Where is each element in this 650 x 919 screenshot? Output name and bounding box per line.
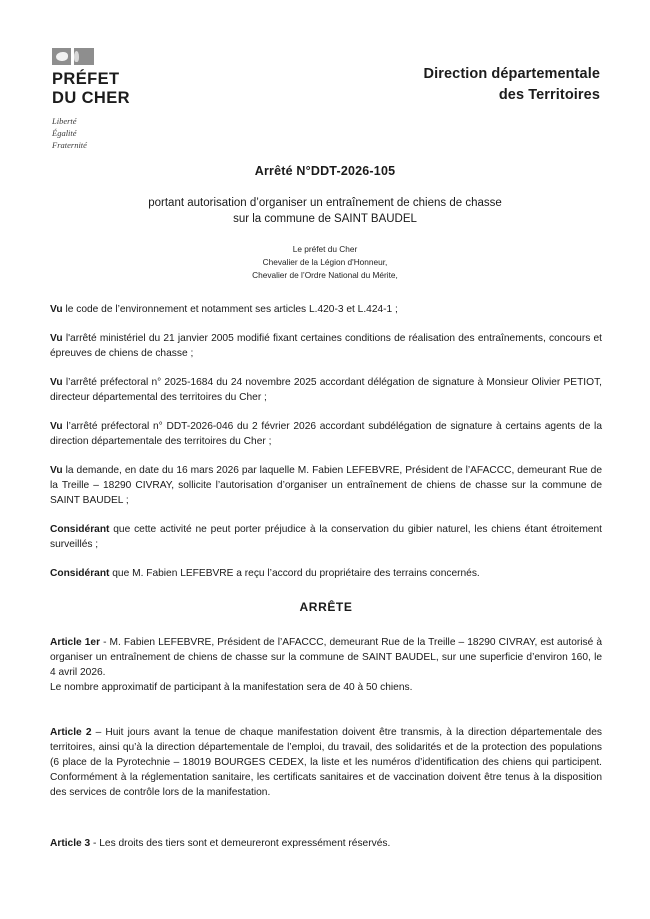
consideration-paragraph — [50, 332, 602, 362]
consideration-text: que M. Fabien LEFEBVRE a reçu l’accord du propriétaire des terrains concernés. — [109, 567, 480, 579]
document-body — [50, 303, 602, 852]
consideration-paragraph — [50, 523, 602, 553]
signatory-line2: Chevalier de la Légion d'Honneur, — [262, 257, 388, 268]
consideration-text: que cette activité ne peut porter préjudice à la conservation du gibier naturel, les chiens étant étroitement surveillés ; — [50, 523, 602, 550]
motto-fraternite: Fraternité — [52, 140, 87, 151]
republic-motto — [52, 115, 292, 151]
consideration-lead: Considérant — [50, 567, 110, 579]
consideration-lead: Vu — [50, 464, 63, 476]
decree-subtitle-line1: portant autorisation d’organiser un entraînement de chiens de chasse — [148, 197, 502, 209]
article-paragraph — [50, 837, 602, 852]
consideration-paragraph — [50, 376, 602, 406]
consideration-paragraph — [50, 303, 602, 318]
consideration-lead: Considérant — [50, 523, 110, 535]
signatory-line3: Chevalier de l’Ordre National du Mérite, — [252, 270, 398, 281]
article-extra-line: Le nombre approximatif de participant à la manifestation sera de 40 à 50 chiens. — [50, 681, 413, 693]
prefecture-branding — [52, 48, 292, 151]
article-lead: Article 2 — [50, 726, 92, 738]
department-title — [424, 64, 600, 106]
consideration-paragraph — [50, 464, 602, 509]
document-header — [50, 48, 600, 151]
consideration-text: la demande, en date du 16 mars 2026 par laquelle M. Fabien LEFEBVRE, Président de l’AFACCC, demeurant Rue de la Treille – 18290 CIVRAY, sollicite l’autorisation d’organiser un entraînement de chiens de chasse sur la commune de SAINT BAUDEL ; — [50, 464, 602, 506]
motto-liberte: Liberté — [52, 115, 77, 126]
consideration-text: l'arrêté ministériel du 21 janvier 2005 modifié fixant certaines conditions de réalisation des entraînements, concours et épreuves de chiens de chasse ; — [50, 332, 602, 359]
article-text: - Les droits des tiers sont et demeureront expressément réservés. — [90, 837, 391, 849]
department-title-line1: Direction départementale — [423, 66, 600, 82]
article-paragraph — [50, 726, 602, 801]
motto-egalite: Égalité — [52, 128, 77, 138]
consideration-text: le code de l’environnement et notamment ses articles L.420-3 et L.424-1 ; — [62, 304, 398, 315]
article-paragraph — [50, 636, 602, 681]
department-title-line2: des Territoires — [498, 87, 600, 104]
consideration-text: l’arrêté préfectoral n° DDT-2026-046 du 2 février 2026 accordant subdélégation de signature à certains agents de la direction départementale des territoires du Cher ; — [50, 420, 602, 447]
decree-subtitle — [70, 195, 580, 228]
decision-heading: ARRÊTE — [299, 599, 353, 614]
decree-subtitle-line2: sur la commune de SAINT BAUDEL — [233, 213, 417, 226]
article-lead: Article 3 — [50, 837, 91, 849]
consideration-lead: Vu — [50, 332, 63, 344]
consideration-text: l’arrêté préfectoral n° 2025-1684 du 24 novembre 2025 accordant délégation de signature à Monsieur Olivier PETIOT, directeur départemental des territoires du Cher ; — [50, 376, 602, 403]
article-text: - M. Fabien LEFEBVRE, Président de l’AFACCC, demeurant Rue de la Treille – 18290 CIVRAY, est autorisé à organiser un entraînement de chiens de chasse sur la commune de SAINT BAUDEL, sur une superficie d’environ 160, le 4 avril 2026. — [50, 636, 602, 678]
consideration-paragraph — [50, 420, 602, 450]
decree-number: Arrêté N°DDT-2026-105 — [254, 164, 396, 178]
prefecture-title-line2: DU CHER — [52, 89, 130, 108]
consideration-lead: Vu — [50, 376, 63, 388]
article-text: – Huit jours avant la tenue de chaque manifestation doivent être transmis, à la direction départementale des territoires, ainsi qu’à la direction départementale de l’emploi, du travail, des solidarités et de la protection des populations (6 place de la Pyrotechnie – 18019 BOURGES CEDEX, la liste et les numéros d’identification des chiens qui participent. Conformément à la réglementation sanitaire, les certificats sanitaires et de vaccination doivent être tenus à la disposition des services de contrôle lors de la manifestation. — [50, 726, 602, 798]
prefecture-title-line1: PRÉFET — [52, 70, 120, 88]
consideration-lead: Vu — [50, 304, 63, 315]
signatory-block — [70, 243, 580, 282]
consideration-paragraph — [50, 567, 602, 582]
marianne-emblem-icon — [52, 48, 94, 65]
article-lead: Article 1er — [50, 636, 101, 648]
consideration-lead: Vu — [50, 420, 63, 432]
signatory-line1: Le préfet du Cher — [292, 244, 358, 254]
